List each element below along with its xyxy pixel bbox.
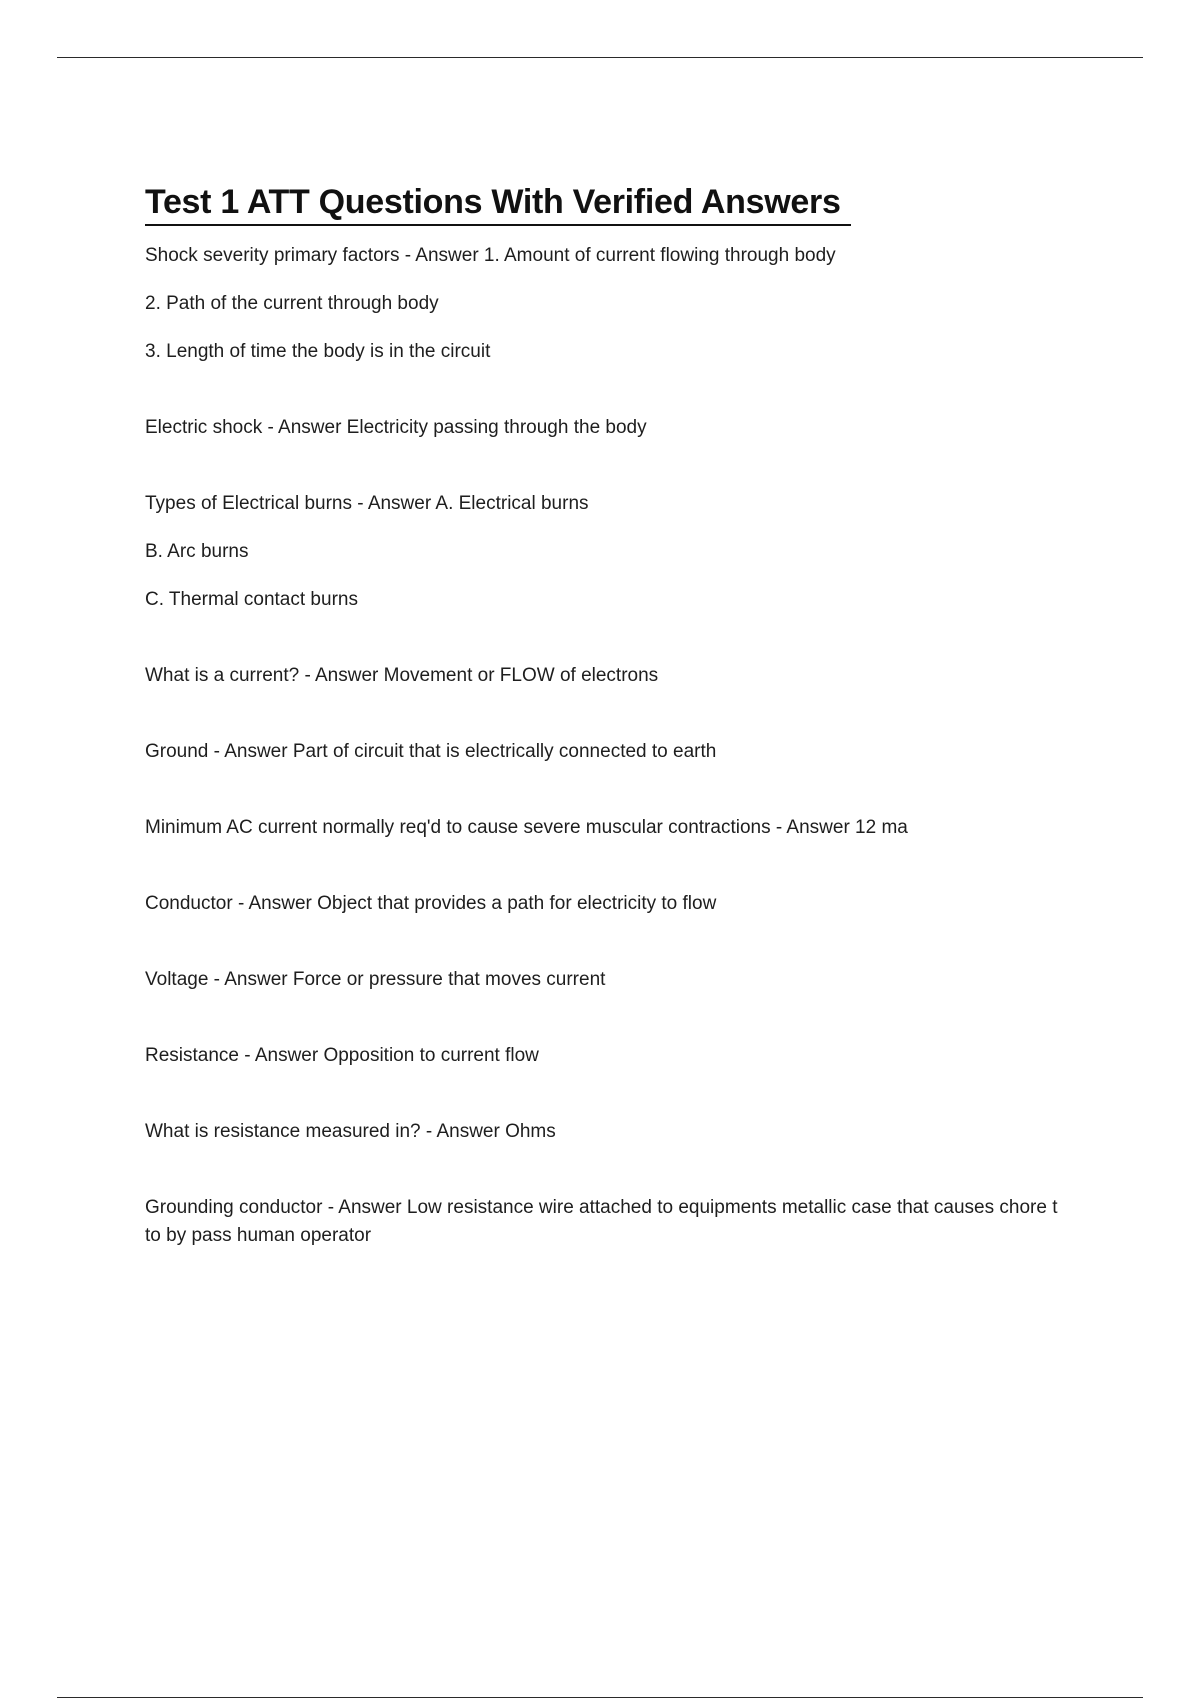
qa-line: Electric shock - Answer Electricity passing through the body [145, 417, 647, 438]
qa-entry [145, 814, 1075, 842]
qa-entry [145, 1194, 1075, 1250]
qa-list [145, 242, 1075, 1250]
qa-line: What is a current? - Answer Movement or FLOW of electrons [145, 665, 659, 686]
qa-line: B. Arc burns [145, 541, 249, 562]
qa-entry [145, 662, 1075, 690]
qa-entry [145, 414, 1075, 442]
qa-entry [145, 738, 1075, 766]
qa-entry [145, 966, 1075, 994]
page-title: Test 1 ATT Questions With Verified Answers [145, 180, 851, 226]
qa-entry [145, 1118, 1075, 1146]
qa-entry [145, 490, 1075, 614]
qa-line: Types of Electrical burns - Answer A. Electrical burns [145, 493, 589, 514]
qa-line: What is resistance measured in? - Answer Ohms [145, 1121, 556, 1142]
qa-line: Minimum AC current normally req'd to cause severe muscular contractions - Answer 12 ma [145, 817, 908, 838]
qa-line: 3. Length of time the body is in the circuit [145, 341, 491, 362]
qa-line: Grounding conductor - Answer Low resistance wire attached to equipments metallic case that causes chore t to by pass human operator [145, 1197, 1058, 1246]
qa-entry [145, 890, 1075, 918]
document-body [145, 180, 1075, 1250]
qa-line: Ground - Answer Part of circuit that is electrically connected to earth [145, 741, 717, 762]
qa-line: 2. Path of the current through body [145, 293, 439, 314]
header-rule [57, 57, 1143, 58]
qa-line: Conductor - Answer Object that provides a path for electricity to flow [145, 893, 717, 914]
qa-line: Resistance - Answer Opposition to current flow [145, 1045, 539, 1066]
footer-rule [57, 1697, 1143, 1698]
qa-line: Shock severity primary factors - Answer 1. Amount of current flowing through body [145, 245, 836, 266]
qa-line: Voltage - Answer Force or pressure that moves current [145, 969, 606, 990]
qa-line: C. Thermal contact burns [145, 589, 358, 610]
qa-entry [145, 1042, 1075, 1070]
qa-entry [145, 242, 1075, 366]
